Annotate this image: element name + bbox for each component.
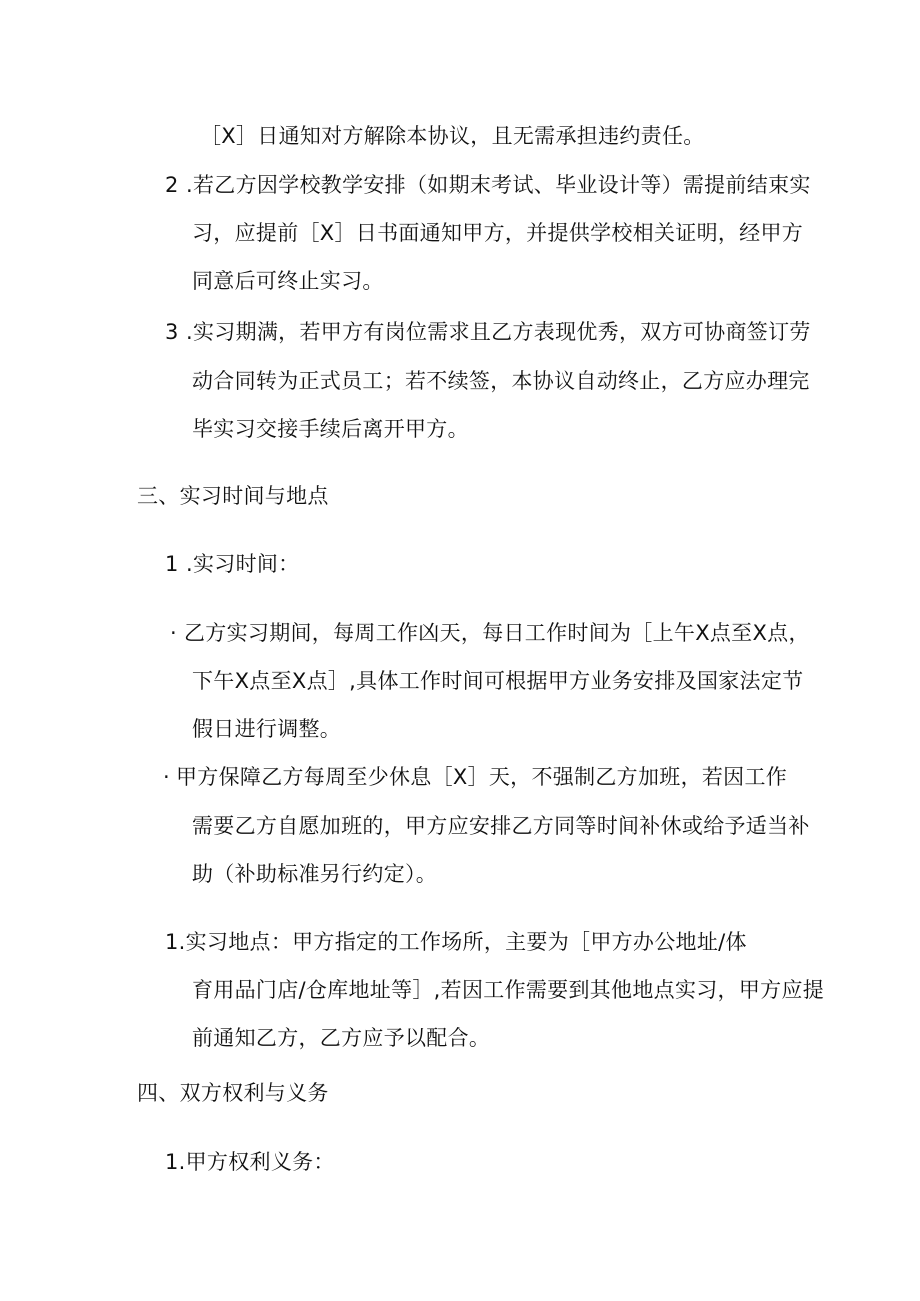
paragraph-line: 甲方保障乙方每周至少休息［X］天，不强制乙方加班，若因工作	[176, 765, 788, 789]
paragraph-line: 假日进行调整。	[192, 717, 342, 741]
paragraph-line: 下午X点至X点］,具体工作时间可根据甲方业务安排及国家法定节	[192, 669, 804, 693]
bullet-marker: ·	[170, 621, 177, 645]
paragraph-line: ［X］日通知对方解除本协议，且无需承担违约责任。	[200, 124, 705, 148]
item-number: 3	[165, 320, 179, 344]
bullet-marker: ·	[163, 765, 170, 789]
paragraph-line: 动合同转为正式员工；若不续签，本协议自动终止，乙方应办理完	[192, 369, 810, 393]
paragraph-line: 需要乙方自愿加班的，甲方应安排乙方同等时间补休或给予适当补	[192, 814, 810, 838]
item-label: .实习时间：	[186, 552, 300, 576]
paragraph-line: 前通知乙方，乙方应予以配合。	[192, 1026, 491, 1050]
paragraph-line: 乙方实习期间，每周工作凶天，每日工作时间为［上午X点至X点，	[184, 621, 810, 645]
item-label: 1.甲方权利义务：	[165, 1150, 335, 1174]
paragraph-line: 毕实习交接手续后离开甲方。	[192, 417, 469, 441]
paragraph-line: 育用品门店/仓库地址等］,若因工作需要到其他地点实习，甲方应提	[192, 978, 825, 1002]
section-heading: 三、实习时间与地点	[137, 484, 329, 508]
item-number: 1	[165, 552, 179, 576]
paragraph-line: 助（补助标准另行约定）。	[192, 862, 438, 886]
item-number: 2	[165, 173, 179, 197]
paragraph-line: .实习期满，若甲方有岗位需求且乙方表现优秀，双方可协商签订劳	[186, 320, 811, 344]
section-heading: 四、双方权利与义务	[137, 1081, 329, 1105]
paragraph-line: 同意后可终止实习。	[192, 269, 384, 293]
paragraph-line: .若乙方因学校教学安排（如期末考试、毕业设计等）需提前结束实	[186, 173, 811, 197]
paragraph-line: 习，应提前［X］日书面通知甲方，并提供学校相关证明，经甲方	[192, 221, 804, 245]
paragraph-line: 1.实习地点：甲方指定的工作场所，主要为［甲方办公地址/体	[165, 930, 747, 954]
